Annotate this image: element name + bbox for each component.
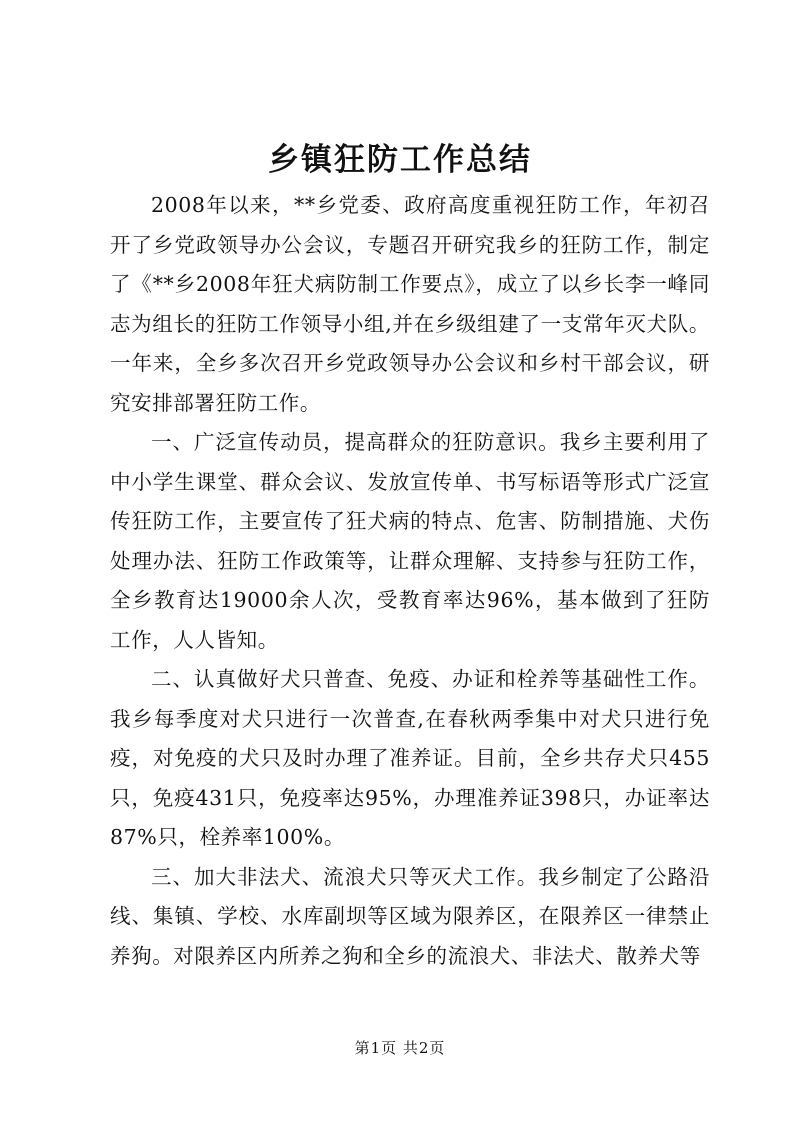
- document-title: 乡镇狂防工作总结: [268, 142, 532, 178]
- paragraph-publicity: 一、广泛宣传动员，提高群众的狂防意识。我乡主要利用了中小学生课堂、群众会议、发放宣传单、书写标语等形式广泛宣传狂防工作，主要宣传了狂犬病的特点、危害、防制措施、犬伤处理办法、狂防工作政策等，让群众理解、支持参与狂防工作，全乡教育达19000余人次，受教育率达96%，基本做到了狂防工作，人人皆知。: [110, 430, 710, 652]
- document-body: [110, 186, 710, 976]
- paragraph-dog-census: 二、认真做好犬只普查、免疫、办证和栓养等基础性工作。我乡每季度对犬只进行一次普查,在春秋两季集中对犬只进行免疫，对免疫的犬只及时办理了准养证。目前，全乡共存犬只455只，免疫431只，免疫率达95%，办理准养证398只，办证率达87%只，栓养率100%。: [110, 667, 710, 849]
- paragraph-stray-dogs: 三、加大非法犬、流浪犬只等灭犬工作。我乡制定了公路沿线、集镇、学校、水库副坝等区域为限养区，在限养区一律禁止养狗。对限养区内所养之狗和全乡的流浪犬、非法犬、散养犬等: [110, 864, 710, 968]
- paragraph-intro: 2008年以来，**乡党委、政府高度重视狂防工作，年初召开了乡党政领导办公会议，专题召开研究我乡的狂防工作，制定了《**乡2008年狂犬病防制工作要点》，成立了以乡长李一峰同志为组长的狂防工作领导小组,并在乡级组建了一支常年灭犬队。一年来，全乡多次召开乡党政领导办公会议和乡村干部会议，研究安排部署狂防工作。: [110, 193, 710, 415]
- page-number-footer: 第1页 共2页: [354, 1039, 446, 1057]
